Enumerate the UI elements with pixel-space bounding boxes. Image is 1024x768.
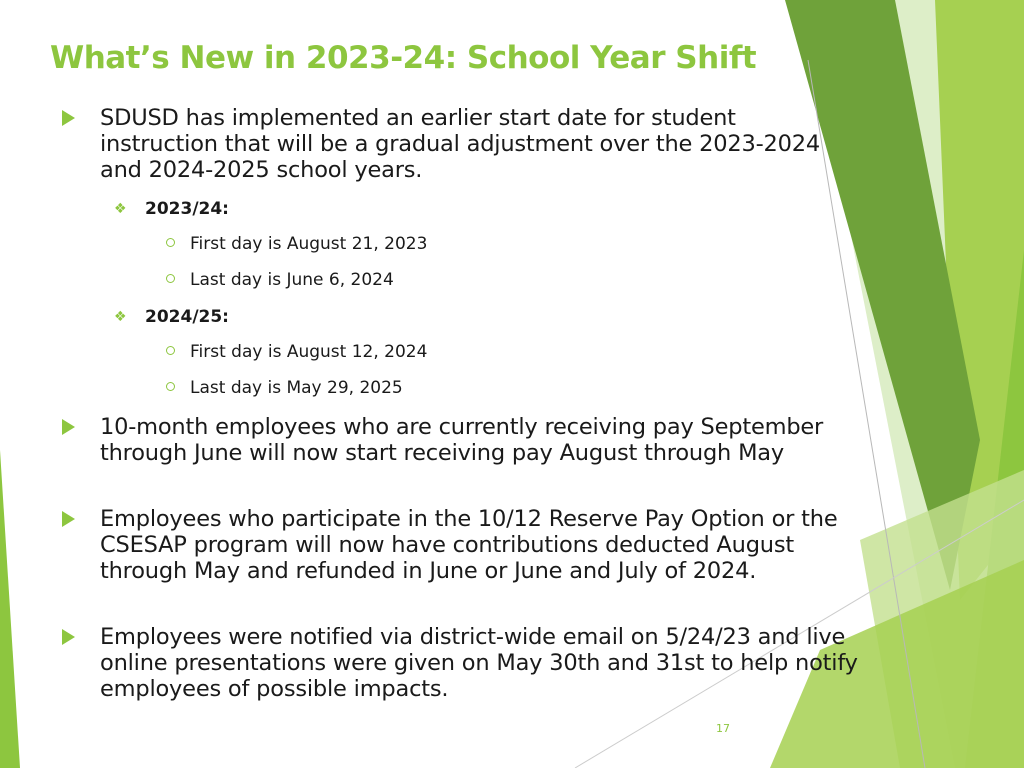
left-green-shard — [0, 450, 20, 768]
last-day-text: Last day is June 6, 2024 — [190, 270, 394, 290]
year-2023-24-label — [114, 198, 229, 220]
last-day-text: Last day is May 29, 2025 — [190, 378, 403, 398]
diamond-bullet-icon: ❖ — [114, 201, 127, 217]
bullet-arrow-icon — [62, 629, 75, 645]
year-2024-25-last-day — [190, 377, 403, 399]
year-label: 2023/24: — [145, 199, 229, 219]
bullet-notification — [100, 624, 870, 702]
bullet-arrow-icon — [62, 511, 75, 527]
bullet-text: Employees were notified via district-wide email on 5/24/23 and live online presentations were given on May 30th and 31st to help notify employees of possible impacts. — [100, 624, 858, 702]
circle-bullet-icon — [166, 382, 175, 391]
diamond-bullet-icon: ❖ — [114, 309, 127, 325]
year-2024-25-label — [114, 306, 229, 328]
bullet-start-date — [100, 105, 830, 183]
year-2023-24-last-day — [190, 269, 394, 291]
circle-bullet-icon — [166, 238, 175, 247]
slide-title: What’s New in 2023-24: School Year Shift — [50, 40, 757, 76]
bullet-reserve-pay — [100, 506, 870, 584]
circle-bullet-icon — [166, 274, 175, 283]
year-2024-25-first-day — [190, 341, 427, 363]
first-day-text: First day is August 21, 2023 — [190, 234, 428, 254]
bullet-pay-schedule — [100, 414, 840, 466]
bullet-text: 10-month employees who are currently receiving pay September through June will now start receiving pay August through May — [100, 414, 824, 466]
bullet-text: Employees who participate in the 10/12 Reserve Pay Option or the CSESAP program will now have contributions deducted August through May and refunded in June or June and July of 2024. — [100, 506, 838, 584]
year-2023-24-first-day — [190, 233, 427, 255]
bullet-text: SDUSD has implemented an earlier start date for student instruction that will be a gradual adjustment over the 2023-2024 and 2024-2025 school years. — [100, 105, 820, 183]
bullet-arrow-icon — [62, 110, 75, 126]
bullet-arrow-icon — [62, 419, 75, 435]
year-label: 2024/25: — [145, 307, 229, 327]
circle-bullet-icon — [166, 346, 175, 355]
first-day-text: First day is August 12, 2024 — [190, 342, 428, 362]
page-number: 17 — [716, 722, 730, 735]
